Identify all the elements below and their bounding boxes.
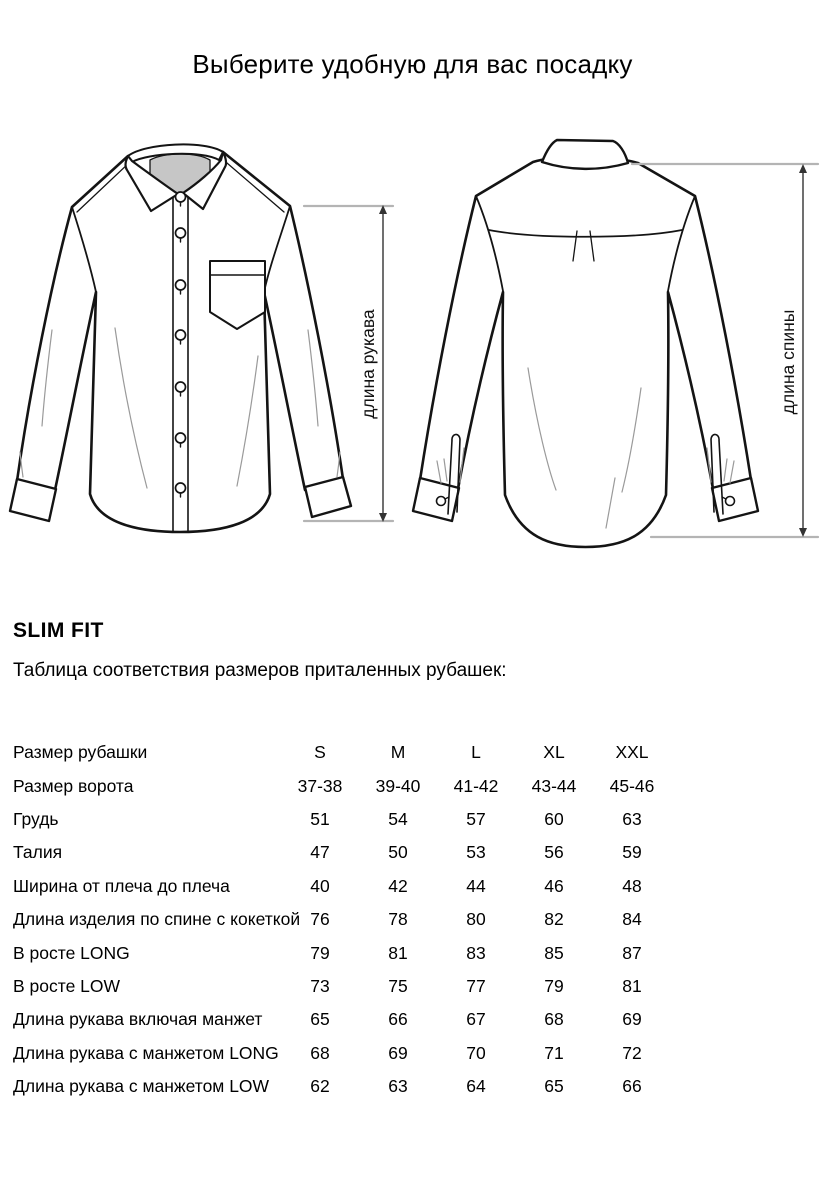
row-label: Длина рукава с манжетом LOW [13,1076,270,1097]
cell-value: 87 [622,942,642,963]
size-column-header: L [471,742,481,763]
sleeve-length-label: длина рукава [358,309,378,419]
table-row [13,870,693,903]
row-label: В росте LOW [13,975,121,996]
cell-value: 39-40 [375,775,421,796]
cell-value: 37-38 [297,775,343,796]
shirt-back-body [420,157,751,547]
page-title: Выберите удобную для вас посадку [192,49,633,79]
row-label: В росте LONG [13,942,130,963]
cell-value: 70 [466,1042,486,1063]
cell-value: 66 [622,1076,642,1097]
row-label: Размер рубашки [13,742,148,763]
cell-value: 56 [544,842,564,863]
row-label: Длина рукава с манжетом LONG [13,1042,279,1063]
shirt-front-drawing [10,144,351,532]
cell-value: 80 [466,909,486,930]
cell-value: 41-42 [453,775,499,796]
cell-value: 40 [310,875,330,896]
table-row [13,936,693,969]
cell-value: 68 [544,1009,564,1030]
cell-value: 85 [544,942,564,963]
table-row [13,1070,693,1103]
cell-value: 73 [310,975,330,996]
table-row [13,1003,693,1036]
cell-value: 71 [544,1042,564,1063]
cell-value: 46 [544,875,564,896]
cell-value: 60 [544,808,564,829]
size-column-header: XXL [615,742,649,763]
cell-value: 59 [622,842,642,863]
table-row [13,970,693,1003]
table-header-row [13,736,693,769]
cell-value: 75 [388,975,408,996]
shirt-diagrams [0,130,825,560]
cell-value: 57 [466,808,486,829]
back-length-label: длина спины [778,309,798,415]
size-column-header: M [390,742,406,763]
row-label: Талия [13,842,63,863]
cell-value: 45-46 [609,775,655,796]
cell-value: 62 [310,1076,330,1097]
table-row [13,803,693,836]
cell-value: 72 [622,1042,642,1063]
cell-value: 50 [388,842,408,863]
back-collar-stand [542,140,628,169]
table-row [13,836,693,869]
fit-heading: SLIM FIT [13,619,104,642]
cell-value: 83 [466,942,486,963]
cell-value: 53 [466,842,486,863]
row-label: Длина рукава включая манжет [13,1009,263,1030]
cell-value: 69 [622,1009,642,1030]
cell-value: 82 [544,909,564,930]
row-label: Размер ворота [13,775,134,796]
cell-value: 54 [388,808,408,829]
cell-value: 66 [388,1009,408,1030]
cell-value: 84 [622,909,642,930]
row-label: Грудь [13,808,59,829]
size-column-header: XL [543,742,565,763]
size-column-header: S [314,742,326,763]
cell-value: 81 [622,975,642,996]
cell-value: 65 [310,1009,330,1030]
cell-value: 69 [388,1042,408,1063]
cell-value: 51 [310,808,330,829]
cell-value: 76 [310,909,330,930]
cell-value: 63 [622,808,642,829]
cell-value: 65 [544,1076,564,1097]
cell-value: 77 [466,975,486,996]
cell-value: 42 [388,875,408,896]
size-table [13,736,693,1103]
table-row [13,903,693,936]
cell-value: 43-44 [531,775,577,796]
row-label: Ширина от плеча до плеча [13,875,230,896]
table-subtitle: Таблица соответствия размеров приталенных рубашек: [13,660,507,681]
cell-value: 47 [310,842,330,863]
cell-value: 78 [388,909,408,930]
cell-value: 79 [310,942,330,963]
cell-value: 44 [466,875,486,896]
cell-value: 64 [466,1076,486,1097]
cell-value: 68 [310,1042,330,1063]
cell-value: 63 [388,1076,408,1097]
table-row [13,769,693,802]
cell-value: 67 [466,1009,486,1030]
shirt-back-drawing [413,140,758,547]
cell-value: 48 [622,875,642,896]
row-label: Длина изделия по спине с кокеткой [13,909,301,930]
table-row [13,1037,693,1070]
cell-value: 79 [544,975,564,996]
cell-value: 81 [388,942,408,963]
